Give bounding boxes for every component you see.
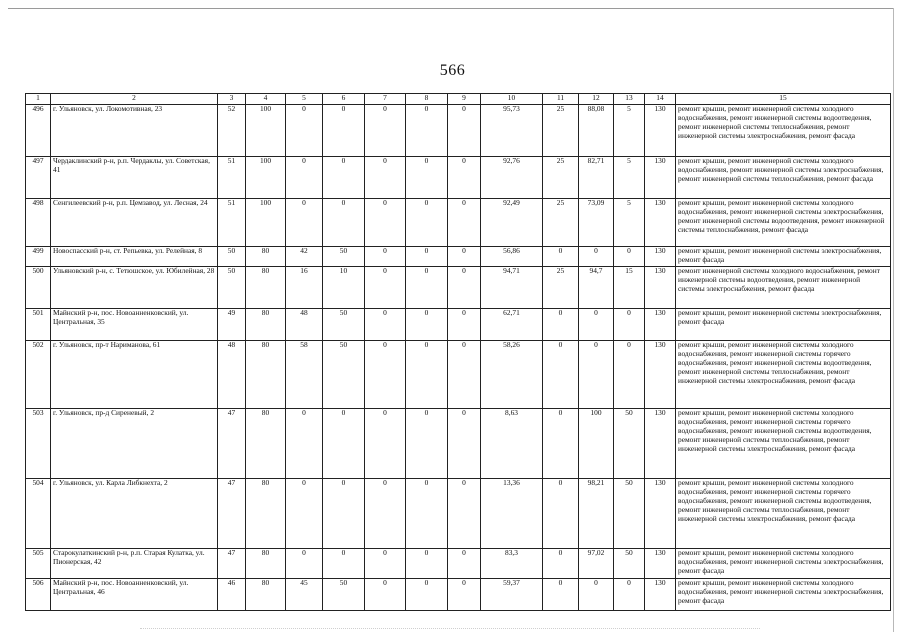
- value-cell: 0: [406, 341, 448, 409]
- value-cell: 0: [406, 409, 448, 479]
- value-cell: 0: [365, 341, 406, 409]
- table-row: [26, 409, 891, 479]
- value-cell: 45: [286, 579, 323, 611]
- value-cell: 49: [218, 309, 246, 341]
- value-cell: 0: [323, 549, 365, 579]
- row-number: 497: [26, 157, 51, 199]
- value-cell: 92,76: [481, 157, 543, 199]
- row-number: 502: [26, 341, 51, 409]
- value-cell: 92,49: [481, 199, 543, 247]
- value-cell: 94,71: [481, 267, 543, 309]
- value-cell: 0: [323, 199, 365, 247]
- value-cell: 50: [614, 479, 645, 549]
- value-cell: 25: [543, 105, 579, 157]
- row-number: 496: [26, 105, 51, 157]
- value-cell: 62,71: [481, 309, 543, 341]
- value-cell: 15: [614, 267, 645, 309]
- table-row: [26, 479, 891, 549]
- value-cell: 80: [246, 479, 286, 549]
- column-header: 15: [676, 94, 891, 105]
- value-cell: 130: [645, 157, 676, 199]
- row-number: 504: [26, 479, 51, 549]
- value-cell: 0: [286, 409, 323, 479]
- address-cell: г. Ульяновск, пр-т Нариманова, 61: [51, 341, 218, 409]
- value-cell: 0: [286, 157, 323, 199]
- value-cell: 0: [365, 267, 406, 309]
- row-number: 501: [26, 309, 51, 341]
- address-cell: Чердаклинский р-н, р.п. Чердаклы, ул. Советская, 41: [51, 157, 218, 199]
- table-row: [26, 309, 891, 341]
- address-cell: Ульяновский р-н, с. Тетюшское, ул. Юбилейная, 28: [51, 267, 218, 309]
- scan-artifact: [140, 628, 760, 630]
- column-header: 10: [481, 94, 543, 105]
- value-cell: 73,09: [579, 199, 614, 247]
- value-cell: 0: [543, 247, 579, 267]
- row-number: 499: [26, 247, 51, 267]
- value-cell: 130: [645, 247, 676, 267]
- value-cell: 0: [448, 267, 481, 309]
- value-cell: 48: [218, 341, 246, 409]
- value-cell: 51: [218, 199, 246, 247]
- value-cell: 130: [645, 479, 676, 549]
- value-cell: 130: [645, 267, 676, 309]
- value-cell: 50: [323, 341, 365, 409]
- page-frame-top: [8, 8, 894, 9]
- value-cell: 50: [614, 409, 645, 479]
- value-cell: 0: [448, 409, 481, 479]
- column-header: 6: [323, 94, 365, 105]
- value-cell: 0: [365, 579, 406, 611]
- page-frame-right: [893, 8, 894, 632]
- value-cell: 130: [645, 409, 676, 479]
- value-cell: 0: [614, 309, 645, 341]
- value-cell: 100: [246, 199, 286, 247]
- row-number: 500: [26, 267, 51, 309]
- value-cell: 0: [448, 309, 481, 341]
- column-header: 5: [286, 94, 323, 105]
- value-cell: 0: [286, 105, 323, 157]
- value-cell: 130: [645, 579, 676, 611]
- value-cell: 50: [323, 579, 365, 611]
- value-cell: 0: [543, 549, 579, 579]
- value-cell: 47: [218, 409, 246, 479]
- value-cell: 0: [323, 105, 365, 157]
- value-cell: 80: [246, 267, 286, 309]
- value-cell: 130: [645, 309, 676, 341]
- value-cell: 130: [645, 199, 676, 247]
- row-number: 506: [26, 579, 51, 611]
- value-cell: 0: [365, 157, 406, 199]
- repair-table: [25, 93, 891, 611]
- value-cell: 0: [406, 309, 448, 341]
- table-row: [26, 341, 891, 409]
- value-cell: 0: [406, 267, 448, 309]
- works-cell: ремонт крыши, ремонт инженерной системы холодного водоснабжения, ремонт инженерной системы водоотведения, ремонт инженерной системы теплоснабжения, ремонт инженерной системы электроснабжения, ремонт фасада: [676, 105, 891, 157]
- value-cell: 13,36: [481, 479, 543, 549]
- address-cell: г. Ульяновск, ул. Локомотивная, 23: [51, 105, 218, 157]
- value-cell: 0: [579, 341, 614, 409]
- address-cell: Майнский р-н, пос. Новоанненковский, ул. Центральная, 35: [51, 309, 218, 341]
- value-cell: 0: [579, 579, 614, 611]
- column-header: 4: [246, 94, 286, 105]
- value-cell: 0: [323, 157, 365, 199]
- value-cell: 5: [614, 199, 645, 247]
- value-cell: 0: [543, 409, 579, 479]
- value-cell: 0: [543, 579, 579, 611]
- value-cell: 130: [645, 549, 676, 579]
- column-header: 7: [365, 94, 406, 105]
- value-cell: 50: [218, 247, 246, 267]
- value-cell: 0: [579, 247, 614, 267]
- address-cell: Старокулаткинский р-н, р.п. Старая Кулатка, ул. Пионерская, 42: [51, 549, 218, 579]
- works-cell: ремонт крыши, ремонт инженерной системы холодного водоснабжения, ремонт инженерной системы электроснабжения, ремонт фасада: [676, 549, 891, 579]
- value-cell: 0: [286, 199, 323, 247]
- table-body: [26, 105, 891, 611]
- value-cell: 0: [579, 309, 614, 341]
- value-cell: 0: [406, 479, 448, 549]
- table-row: [26, 267, 891, 309]
- table-row: [26, 549, 891, 579]
- value-cell: 0: [365, 247, 406, 267]
- value-cell: 56,86: [481, 247, 543, 267]
- value-cell: 47: [218, 479, 246, 549]
- works-cell: ремонт инженерной системы холодного водоснабжения, ремонт инженерной системы водоотведения, ремонт инженерной системы электроснабжения, ремонт фасада: [676, 267, 891, 309]
- value-cell: 8,63: [481, 409, 543, 479]
- works-cell: ремонт крыши, ремонт инженерной системы холодного водоснабжения, ремонт инженерной системы горячего водоснабжения, ремонт инженерной системы водоотведения, ремонт инженерной системы теплоснабжения, ремонт инженерной системы электроснабжения, ремонт фасада: [676, 479, 891, 549]
- value-cell: 0: [448, 479, 481, 549]
- table-row: [26, 247, 891, 267]
- value-cell: 0: [543, 479, 579, 549]
- value-cell: 97,02: [579, 549, 614, 579]
- works-cell: ремонт крыши, ремонт инженерной системы холодного водоснабжения, ремонт инженерной системы электроснабжения, ремонт фасада: [676, 579, 891, 611]
- value-cell: 94,7: [579, 267, 614, 309]
- value-cell: 0: [365, 549, 406, 579]
- table-row: [26, 199, 891, 247]
- value-cell: 47: [218, 549, 246, 579]
- table-row: [26, 157, 891, 199]
- works-cell: ремонт крыши, ремонт инженерной системы холодного водоснабжения, ремонт инженерной системы электроснабжения, ремонт инженерной системы теплоснабжения, ремонт фасада: [676, 157, 891, 199]
- value-cell: 0: [365, 479, 406, 549]
- address-cell: г. Ульяновск, пр-д Сиреневый, 2: [51, 409, 218, 479]
- value-cell: 95,73: [481, 105, 543, 157]
- table-row: [26, 105, 891, 157]
- column-header: 11: [543, 94, 579, 105]
- value-cell: 0: [614, 341, 645, 409]
- column-header: 13: [614, 94, 645, 105]
- column-header: 1: [26, 94, 51, 105]
- value-cell: 83,3: [481, 549, 543, 579]
- value-cell: 88,08: [579, 105, 614, 157]
- row-number: 505: [26, 549, 51, 579]
- value-cell: 59,37: [481, 579, 543, 611]
- value-cell: 0: [448, 341, 481, 409]
- value-cell: 0: [448, 199, 481, 247]
- value-cell: 10: [323, 267, 365, 309]
- column-header: 2: [51, 94, 218, 105]
- value-cell: 80: [246, 341, 286, 409]
- value-cell: 98,21: [579, 479, 614, 549]
- value-cell: 0: [448, 247, 481, 267]
- value-cell: 5: [614, 105, 645, 157]
- value-cell: 58: [286, 341, 323, 409]
- works-cell: ремонт крыши, ремонт инженерной системы электроснабжения, ремонт фасада: [676, 247, 891, 267]
- value-cell: 0: [365, 199, 406, 247]
- page-number: 566: [439, 62, 466, 79]
- value-cell: 80: [246, 579, 286, 611]
- value-cell: 80: [246, 549, 286, 579]
- value-cell: 0: [323, 479, 365, 549]
- column-header: 8: [406, 94, 448, 105]
- value-cell: 0: [365, 409, 406, 479]
- value-cell: 100: [246, 157, 286, 199]
- value-cell: 0: [365, 309, 406, 341]
- address-cell: Сенгилеевский р-н, р.п. Цемзавод, ул. Лесная, 24: [51, 199, 218, 247]
- value-cell: 0: [365, 105, 406, 157]
- value-cell: 0: [543, 341, 579, 409]
- value-cell: 0: [614, 247, 645, 267]
- value-cell: 0: [448, 549, 481, 579]
- value-cell: 58,26: [481, 341, 543, 409]
- value-cell: 0: [406, 549, 448, 579]
- value-cell: 0: [448, 105, 481, 157]
- value-cell: 80: [246, 309, 286, 341]
- works-cell: ремонт крыши, ремонт инженерной системы электроснабжения, ремонт фасада: [676, 309, 891, 341]
- works-cell: ремонт крыши, ремонт инженерной системы холодного водоснабжения, ремонт инженерной системы горячего водоснабжения, ремонт инженерной системы водоотведения, ремонт инженерной системы теплоснабжения, ремонт инженерной системы электроснабжения, ремонт фасада: [676, 409, 891, 479]
- column-header: 9: [448, 94, 481, 105]
- value-cell: 50: [323, 247, 365, 267]
- value-cell: 0: [614, 579, 645, 611]
- works-cell: ремонт крыши, ремонт инженерной системы холодного водоснабжения, ремонт инженерной системы электроснабжения, ремонт инженерной системы водоотведения, ремонт инженерной системы теплоснабжения, ремонт фасада: [676, 199, 891, 247]
- value-cell: 0: [406, 247, 448, 267]
- value-cell: 5: [614, 157, 645, 199]
- value-cell: 80: [246, 409, 286, 479]
- value-cell: 0: [448, 579, 481, 611]
- value-cell: 0: [406, 105, 448, 157]
- value-cell: 50: [323, 309, 365, 341]
- value-cell: 50: [218, 267, 246, 309]
- value-cell: 0: [286, 479, 323, 549]
- row-number: 498: [26, 199, 51, 247]
- value-cell: 46: [218, 579, 246, 611]
- value-cell: 100: [246, 105, 286, 157]
- header-row: [26, 94, 891, 105]
- value-cell: 16: [286, 267, 323, 309]
- value-cell: 25: [543, 199, 579, 247]
- column-header: 3: [218, 94, 246, 105]
- value-cell: 80: [246, 247, 286, 267]
- value-cell: 0: [448, 157, 481, 199]
- table-row: [26, 579, 891, 611]
- value-cell: 48: [286, 309, 323, 341]
- column-header: 12: [579, 94, 614, 105]
- value-cell: 0: [406, 579, 448, 611]
- value-cell: 50: [614, 549, 645, 579]
- value-cell: 25: [543, 267, 579, 309]
- address-cell: Майнский р-н, пос. Новоанненковский, ул. Центральная, 46: [51, 579, 218, 611]
- value-cell: 25: [543, 157, 579, 199]
- row-number: 503: [26, 409, 51, 479]
- address-cell: Новоспасский р-н, ст. Репьевка, ул. Релейная, 8: [51, 247, 218, 267]
- value-cell: 0: [323, 409, 365, 479]
- value-cell: 0: [406, 199, 448, 247]
- value-cell: 51: [218, 157, 246, 199]
- value-cell: 130: [645, 105, 676, 157]
- works-cell: ремонт крыши, ремонт инженерной системы холодного водоснабжения, ремонт инженерной системы горячего водоснабжения, ремонт инженерной системы водоотведения, ремонт инженерной системы теплоснабжения, ремонт инженерной системы электроснабжения, ремонт фасада: [676, 341, 891, 409]
- value-cell: 42: [286, 247, 323, 267]
- value-cell: 130: [645, 341, 676, 409]
- value-cell: 0: [286, 549, 323, 579]
- address-cell: г. Ульяновск, ул. Карла Либкнехта, 2: [51, 479, 218, 549]
- value-cell: 0: [406, 157, 448, 199]
- value-cell: 82,71: [579, 157, 614, 199]
- value-cell: 100: [579, 409, 614, 479]
- value-cell: 52: [218, 105, 246, 157]
- value-cell: 0: [543, 309, 579, 341]
- column-header: 14: [645, 94, 676, 105]
